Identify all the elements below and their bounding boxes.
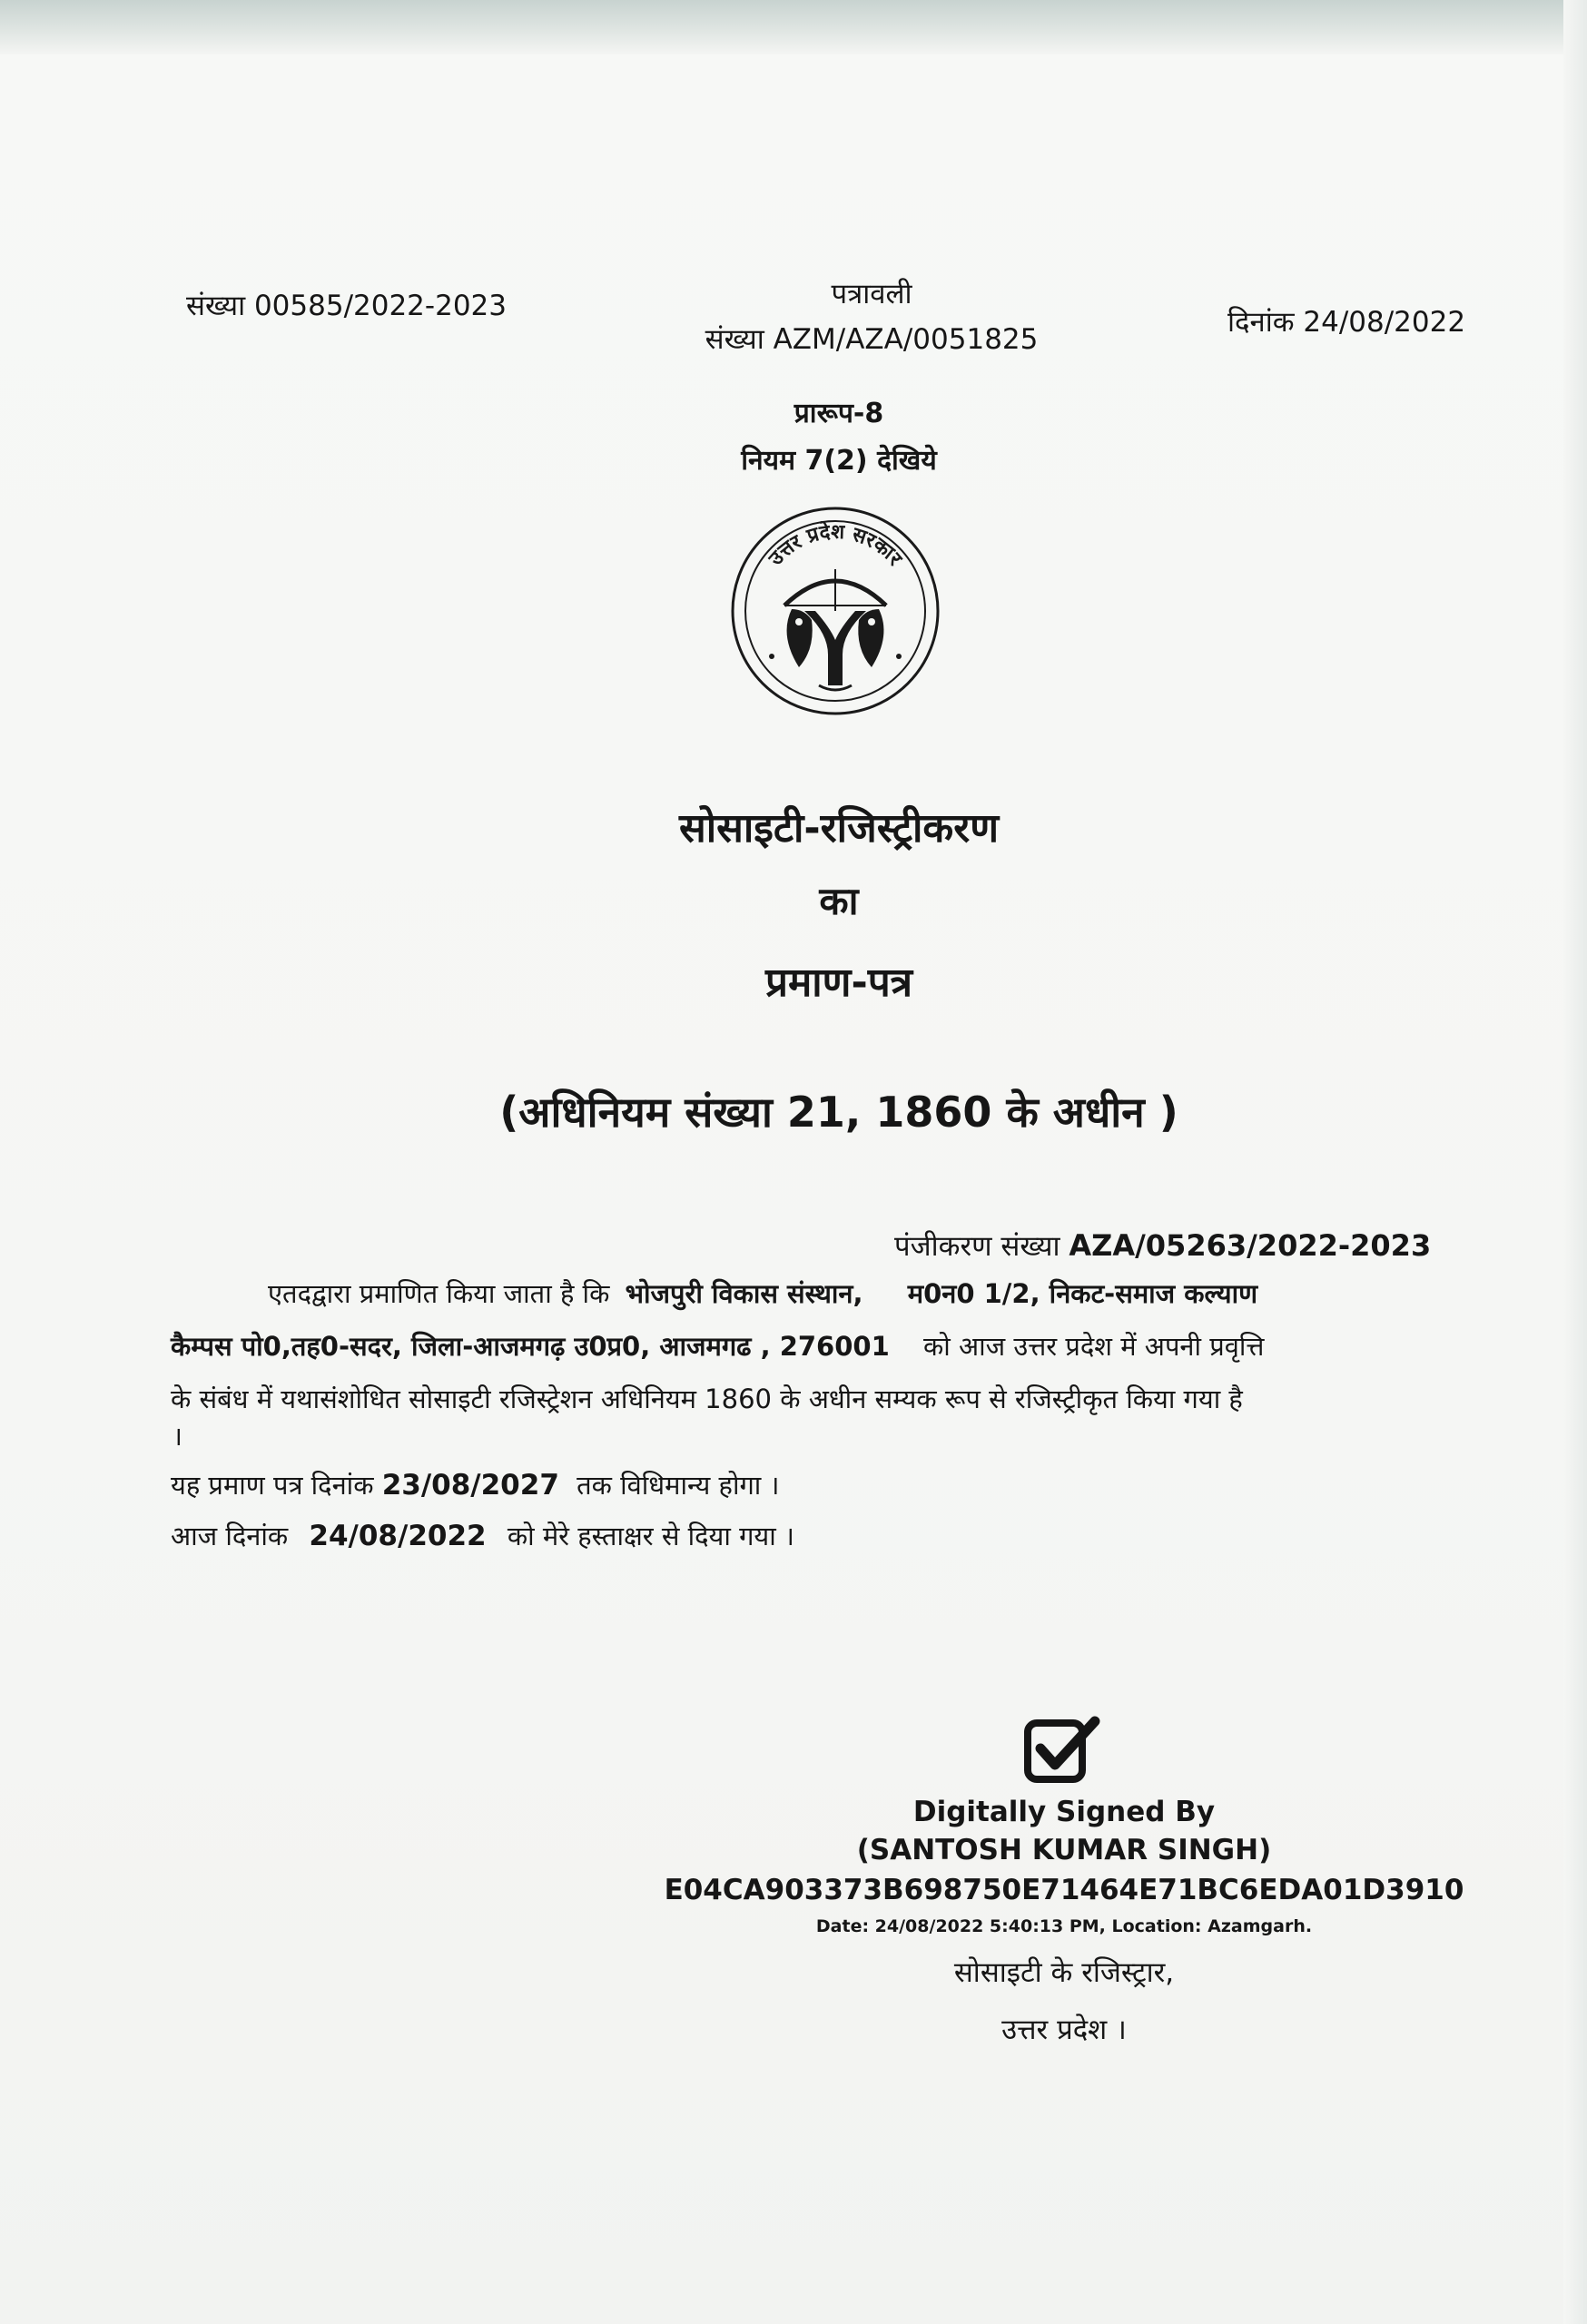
body-intro: एतदद्वारा प्रमाणित किया जाता है कि (268, 1278, 610, 1309)
certificate-number: संख्या 00585/2022-2023 (186, 290, 507, 322)
certificate-title-line3: प्रमाण-पत्र (764, 960, 913, 1006)
check-box-icon (1024, 1714, 1100, 1787)
certificate-title-line2: का (819, 879, 859, 923)
society-address-2: कैम्पस पो0,तह0-सदर, जिला-आजमगढ़ उ0प्र0, आजमगढ , 276001 (171, 1331, 890, 1362)
registrar-state: उत्तर प्रदेश । (1001, 2014, 1127, 2046)
act-reference: (अधिनियम संख्या 21, 1860 के अधीन ) (499, 1088, 1178, 1137)
body-line-3: के संबंध में यथासंशोधित सोसाइटी रजिस्ट्रेशन अधिनियम 1860 के अधीन सम्यक रूप से रजिस्ट्रीकृत किया गया है (171, 1384, 1243, 1414)
issued-line (171, 1518, 794, 1553)
file-number: संख्या AZM/AZA/0051825 (705, 323, 1039, 356)
registration-label: पंजीकरण संख्या (894, 1230, 1060, 1263)
signature-meta: Date: 24/08/2022 5:40:13 PM, Location: Azamgarh. (815, 1916, 1313, 1936)
validity-suffix: तक विधिमान्य होगा । (577, 1470, 780, 1501)
issued-suffix: को मेरे हस्ताक्षर से दिया गया । (507, 1521, 794, 1551)
validity-prefix: यह प्रमाण पत्र दिनांक (171, 1470, 374, 1501)
issued-date: 24/08/2022 (309, 1520, 487, 1552)
body-line-1 (268, 1275, 1257, 1311)
registration-number (894, 1226, 1431, 1265)
emblem-text: उत्तर प्रदेश सरकार (764, 520, 906, 571)
society-name: भोजपुरी विकास संस्थान, (625, 1278, 863, 1309)
body-line-2 (171, 1328, 1264, 1364)
scan-top-edge (0, 0, 1587, 54)
form-name: प्रारूप-8 (794, 398, 884, 429)
registration-value: AZA/05263/2022-2023 (1069, 1228, 1432, 1263)
validity-date: 23/08/2027 (381, 1469, 559, 1502)
signer-name: (SANTOSH KUMAR SINGH) (856, 1834, 1272, 1866)
society-address-1: म0न0 1/2, निकट-समाज कल्याण (907, 1278, 1258, 1309)
state-emblem-icon (728, 504, 942, 718)
body-text-2: को आज उत्तर प्रदेश में अपनी प्रवृत्ति (923, 1331, 1265, 1362)
registrar-designation: सोसाइटी के रजिस्ट्रार, (953, 1956, 1175, 1989)
certificate-title-line1: सोसाइटी-रजिस्ट्रीकरण (678, 805, 1000, 852)
issued-prefix: आज दिनांक (171, 1521, 289, 1551)
form-rule: नियम 7(2) देखिये (741, 445, 937, 477)
scan-right-edge (1563, 0, 1587, 2324)
signed-by-label: Digitally Signed By (912, 1796, 1216, 1828)
body-line-4: । (172, 1421, 182, 1452)
file-label: पत्रावली (831, 278, 912, 310)
validity-line (171, 1467, 780, 1502)
signature-hash: E04CA903373B698750E71464E71BC6EDA01D3910 (664, 1874, 1464, 1906)
issue-date-header: दिनांक 24/08/2022 (1227, 306, 1466, 339)
